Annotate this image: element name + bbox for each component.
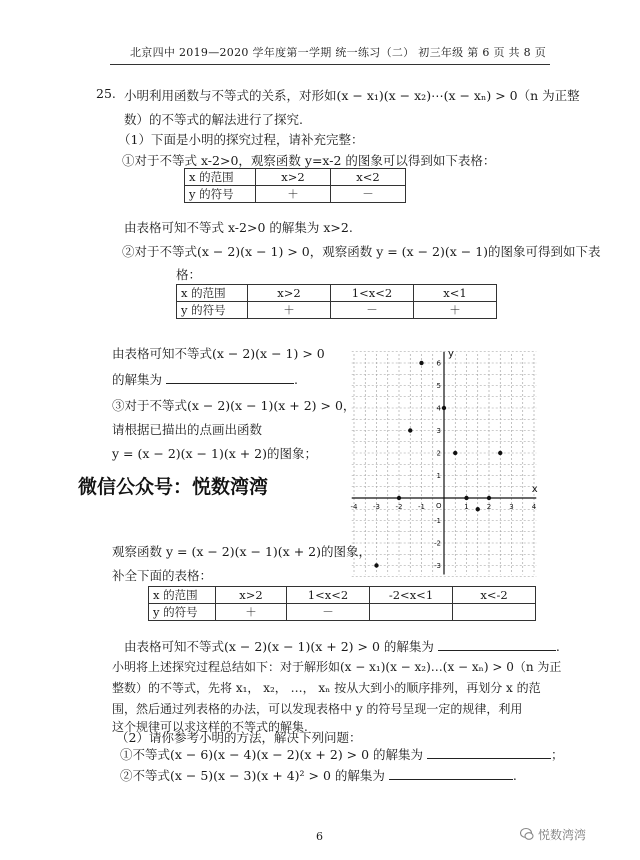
y-tick-label: 4	[436, 404, 441, 413]
table-cell: -2<x<1	[370, 587, 453, 604]
x-tick-label: 1	[464, 503, 469, 511]
table-cell: －	[331, 186, 406, 203]
table-cell: x>2	[256, 169, 331, 186]
data-point	[487, 496, 491, 500]
data-point	[419, 361, 423, 365]
question-1	[120, 745, 564, 763]
step3-line3: y = (x − 2)(x − 1)(x + 2)的图象；	[112, 446, 318, 461]
table-cell: x 的范围	[177, 285, 248, 302]
x-tick-label: -4	[350, 503, 358, 511]
table-cell: x>2	[248, 285, 331, 302]
y-axis-label: y	[448, 348, 454, 360]
summary-line1: 小明将上述探究过程总结如下：对于解形如(x − x₁)(x − x₂)…(x − xₙ) > 0（n 为正	[112, 660, 562, 674]
data-point	[464, 496, 468, 500]
wechat-icon	[520, 827, 534, 841]
y-tick-label: 3	[436, 427, 441, 435]
table-step2	[176, 284, 497, 319]
step3-line1: ③对于不等式(x − 2)(x − 1)(x + 2) > 0，	[112, 398, 356, 413]
x-tick-label: -3	[373, 503, 380, 511]
step3-result: 由表格可知不等式(x − 2)(x − 1)(x + 2) > 0 的解集为 .	[124, 639, 560, 654]
intro-line-2: 数）的不等式的解法进行了探究.	[124, 112, 303, 127]
y-tick-label: 2	[436, 449, 441, 458]
step3-result-label: 由表格可知不等式(x − 2)(x − 1)(x + 2) > 0 的解集为	[124, 639, 434, 654]
x-tick-label: 4	[531, 503, 537, 511]
part1-title: （1）下面是小明的探究过程，请补充完整：	[118, 132, 364, 147]
table-cell: 1<x<2	[331, 285, 414, 302]
table-cell: －	[331, 302, 414, 319]
x-tick-label: 2	[486, 503, 492, 511]
watermark-text: 微信公众号：悦数湾湾	[78, 476, 269, 498]
table-cell: y 的符号	[177, 302, 248, 319]
axes	[352, 352, 537, 575]
summary-line3: 围，然后通过列表格的办法，可以发现表格中 y 的符号呈现一定的规律，利用	[112, 702, 523, 716]
table-cell: ＋	[256, 186, 331, 203]
table-cell: 1<x<2	[287, 587, 370, 604]
intro-line-1: 小明利用函数与不等式的关系，对形如(x − x₁)(x − x₂)⋯(x − xₙ) > 0（n 为正整	[124, 88, 580, 103]
table-answer-cell[interactable]	[453, 604, 536, 621]
data-point	[408, 428, 412, 432]
data-point	[374, 563, 378, 567]
brand-name: 悦数湾湾	[538, 828, 587, 842]
table-row	[177, 302, 497, 319]
summary-line2: 整数）的不等式，先将 x₁， x₂， …， xₙ 按从大到小的顺序排列，再划分 x 的范	[112, 681, 541, 695]
table-answer-cell[interactable]	[370, 604, 453, 621]
question-2-end: .	[512, 768, 517, 783]
y-tick-label: -3	[434, 562, 441, 570]
y-tick-label: 6	[436, 359, 441, 368]
data-point	[397, 496, 401, 500]
step2-result-line1: 由表格可知不等式(x − 2)(x − 1) > 0	[112, 346, 325, 361]
x-tick-label: -1	[418, 503, 425, 511]
part2-title: （2）请你参考小明的方法，解决下列问题：	[116, 730, 362, 745]
x-axis-label: x	[531, 484, 538, 495]
data-point	[442, 406, 446, 410]
observe-line1: 观察函数 y = (x − 2)(x − 1)(x + 2)的图象，	[112, 544, 371, 559]
step2-text-line2: 格：	[176, 267, 202, 282]
table-cell: ＋	[216, 604, 287, 621]
table-cell: x 的范围	[149, 587, 216, 604]
table-row	[185, 169, 406, 186]
answer-blank-q2[interactable]	[389, 767, 513, 780]
summary-line4: 这个规律可以求这样的不等式的解集.	[112, 720, 308, 734]
answer-blank-q1[interactable]	[427, 746, 551, 759]
step3-line2: 请根据已描出的点画出函数	[112, 422, 263, 437]
table-cell: x 的范围	[185, 169, 256, 186]
table-step1	[184, 168, 406, 203]
table-cell: x<1	[414, 285, 497, 302]
y-tick-label: -1	[434, 517, 441, 525]
data-point	[498, 451, 502, 455]
table-cell: x<-2	[453, 587, 536, 604]
table-cell: x>2	[216, 587, 287, 604]
question-2	[120, 766, 517, 784]
step2-result-label: 的解集为	[112, 372, 163, 387]
y-tick-label: -2	[434, 539, 441, 548]
step1-text: ①对于不等式 x-2>0，观察函数 y=x-2 的图象可以得到如下表格：	[122, 153, 496, 168]
x-tick-label: -2	[395, 503, 403, 511]
answer-blank-step3[interactable]	[438, 638, 556, 651]
y-tick-label: 5	[436, 382, 441, 390]
answer-blank-step2[interactable]	[166, 371, 294, 384]
step2-text-line1: ②对于不等式(x − 2)(x − 1) > 0，观察函数 y = (x − 2)(x − 1)的图象可得到如下表	[122, 244, 601, 259]
table-step3	[148, 586, 536, 621]
table-row	[177, 285, 497, 302]
table-cell: ＋	[414, 302, 497, 319]
data-point	[453, 451, 457, 455]
origin-label: O	[436, 502, 442, 510]
observe-line2: 补全下面的表格：	[112, 568, 213, 583]
table-cell: y 的符号	[185, 186, 256, 203]
question-2-text: ②不等式(x − 5)(x − 3)(x + 4)² > 0 的解集为	[120, 768, 385, 783]
header-divider	[110, 64, 550, 65]
step2-result-line2: 的解集为 .	[112, 372, 298, 387]
table-cell: x<2	[331, 169, 406, 186]
table-row	[185, 186, 406, 203]
page-number: 6	[316, 830, 323, 843]
table-row	[149, 604, 536, 621]
question-1-end: ；	[551, 747, 564, 762]
problem-number: 25.	[96, 86, 116, 101]
step1-result: 由表格可知不等式 x-2>0 的解集为 x>2.	[124, 220, 353, 235]
page-header: 北京四中 2019—2020 学年度第一学期 统一练习（二） 初三年级 第 6 页 共 8 页	[130, 46, 547, 59]
table-cell: ＋	[248, 302, 331, 319]
coordinate-grid-chart	[340, 328, 548, 580]
x-tick-label: 3	[509, 503, 514, 511]
data-point	[476, 507, 480, 511]
table-row	[149, 587, 536, 604]
question-1-text: ①不等式(x − 6)(x − 4)(x − 2)(x + 2) > 0 的解集为	[120, 747, 424, 762]
table-cell: y 的符号	[149, 604, 216, 621]
table-cell: －	[287, 604, 370, 621]
y-tick-label: 1	[436, 472, 441, 480]
